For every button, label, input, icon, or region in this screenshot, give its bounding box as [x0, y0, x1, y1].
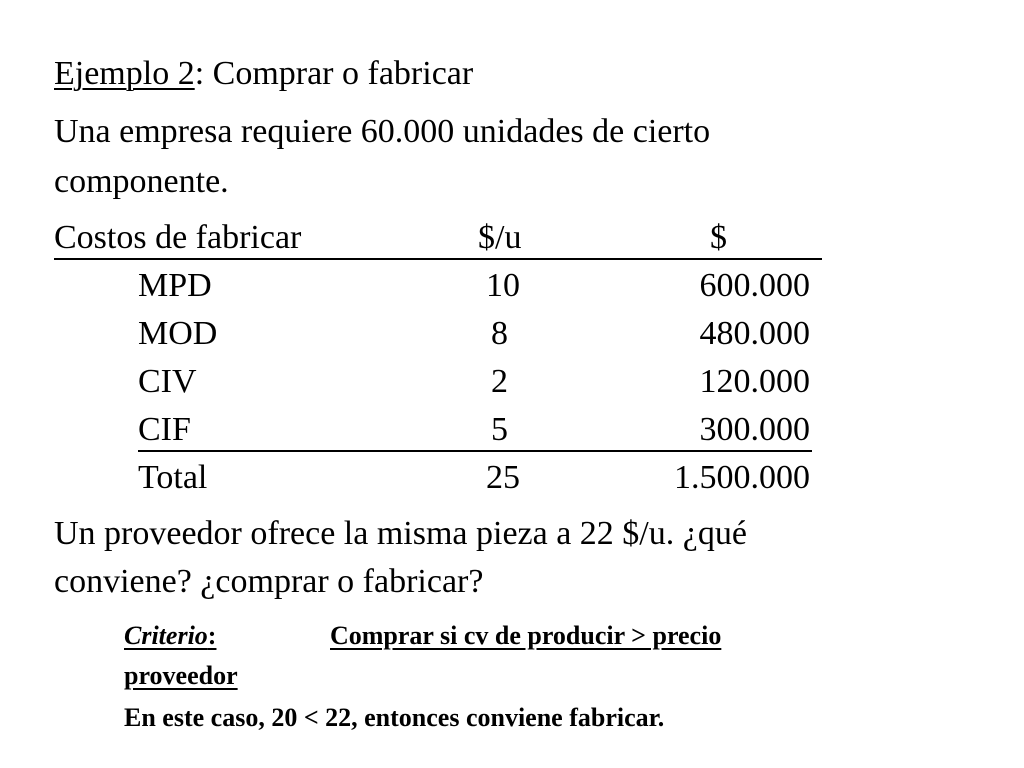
criterion-label: Criterio: [124, 621, 208, 650]
row-total-total: 1.500.000: [674, 459, 810, 496]
row-unit-total: 25: [486, 459, 520, 496]
criterion-colon: :: [207, 621, 217, 650]
row-total-mpd: 600.000: [699, 267, 810, 304]
row-unit-mpd: 10: [486, 267, 520, 304]
table-header-label: Costos de fabricar: [54, 219, 302, 256]
row-unit-cif: 5: [491, 411, 508, 448]
row-label-mpd: MPD: [138, 267, 212, 304]
title-rest: : Comprar o fabricar: [194, 55, 474, 92]
criterion-text-2: proveedor: [124, 661, 238, 690]
row-label-total: Total: [138, 459, 208, 496]
row-label-cif: CIF: [138, 411, 191, 448]
table-header-unit: $/u: [478, 219, 522, 256]
row-total-civ: 120.000: [699, 363, 810, 400]
criterion-conclusion: En este caso, 20 < 22, entonces conviene fabricar.: [124, 703, 665, 732]
criterion-line-1: [124, 620, 216, 652]
slide-title: [54, 54, 473, 94]
row-label-civ: CIV: [138, 363, 197, 400]
offer-line-2: conviene? ¿comprar o fabricar?: [54, 563, 484, 600]
header-underline: [54, 258, 822, 260]
criterion-text-1: Comprar si cv de producir > precio: [330, 621, 722, 650]
cif-underline: [138, 450, 812, 452]
row-label-mod: MOD: [138, 315, 218, 352]
row-total-cif: 300.000: [699, 411, 810, 448]
title-example-label: Ejemplo 2: [54, 55, 195, 92]
row-total-mod: 480.000: [699, 315, 810, 352]
row-unit-civ: 2: [491, 363, 508, 400]
offer-line-1: Un proveedor ofrece la misma pieza a 22 $/u. ¿qué: [54, 515, 747, 552]
row-unit-mod: 8: [491, 315, 508, 352]
intro-line-2: componente.: [54, 163, 229, 200]
intro-line-1: Una empresa requiere 60.000 unidades de cierto: [54, 113, 711, 150]
table-header-total: $: [710, 219, 727, 256]
